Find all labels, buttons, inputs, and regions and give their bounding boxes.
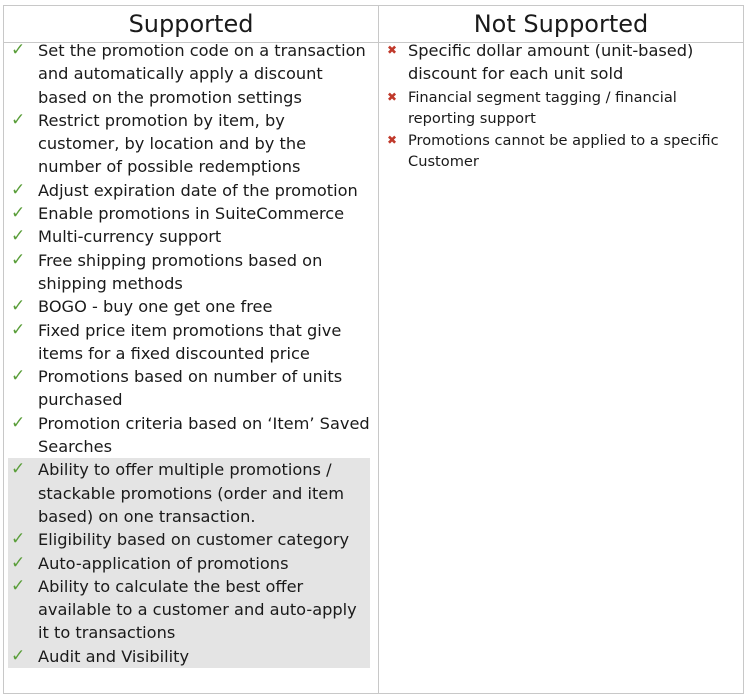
supported-item-text: Restrict promotion by item, by customer, by location and by the number of possible redemptions xyxy=(38,110,307,177)
supported-item-highlighted xyxy=(8,552,370,575)
check-icon: ✓ xyxy=(11,412,26,433)
supported-item xyxy=(8,225,370,248)
not-supported-list xyxy=(381,39,736,173)
supported-item-highlighted xyxy=(8,528,370,551)
supported-item xyxy=(8,412,370,459)
supported-item-text: BOGO - buy one get one free xyxy=(38,297,273,317)
header-row xyxy=(4,6,743,43)
not-supported-item-text: Financial segment tagging / financial reporting support xyxy=(408,88,677,127)
supported-list xyxy=(8,39,370,668)
supported-item-highlighted xyxy=(8,645,370,668)
supported-item-text: Ability to calculate the best offer available to a customer and auto-apply it to transactions xyxy=(38,576,357,643)
check-icon: ✓ xyxy=(11,249,26,270)
not-supported-item-text: Promotions cannot be applied to a specific Customer xyxy=(408,131,719,170)
supported-item-text: Adjust expiration date of the promotion xyxy=(38,180,358,200)
column-divider xyxy=(378,6,379,693)
check-icon: ✓ xyxy=(11,319,26,340)
supported-item-text: Promotion criteria based on ‘Item’ Saved Searches xyxy=(38,413,370,457)
supported-item xyxy=(8,179,370,202)
not-supported-item xyxy=(381,87,736,129)
not-supported-item xyxy=(381,130,736,172)
supported-item xyxy=(8,319,370,366)
supported-item-highlighted xyxy=(8,458,370,528)
supported-item-text: Fixed price item promotions that give items for a fixed discounted price xyxy=(38,320,342,363)
cross-icon: ✖ xyxy=(387,132,398,147)
supported-item xyxy=(8,109,370,179)
check-icon: ✓ xyxy=(11,296,26,317)
not-supported-item-text: Specific dollar amount (unit-based) discount for each unit sold xyxy=(408,41,694,84)
supported-item-text: Audit and Visibility xyxy=(38,646,190,666)
supported-item-highlighted xyxy=(8,575,370,645)
supported-item-text: Ability to offer multiple promotions / stackable promotions (order and item based) on one transaction. xyxy=(38,460,345,526)
check-icon: ✓ xyxy=(11,459,26,480)
supported-item xyxy=(8,249,370,296)
check-icon: ✓ xyxy=(11,529,26,550)
cross-icon: ✖ xyxy=(387,89,398,104)
supported-item-text: Auto-application of promotions xyxy=(38,553,289,573)
supported-header: Supported xyxy=(128,10,254,38)
supported-item-text: Free shipping promotions based on shipping methods xyxy=(38,250,323,293)
supported-item xyxy=(8,295,370,318)
supported-item xyxy=(8,202,370,225)
supported-item-text: Multi-currency support xyxy=(38,227,222,247)
supported-item-text: Enable promotions in SuiteCommerce xyxy=(38,204,345,224)
supported-item xyxy=(8,39,370,109)
check-icon: ✓ xyxy=(11,203,26,224)
supported-item xyxy=(8,365,370,412)
check-icon: ✓ xyxy=(11,109,26,130)
check-icon: ✓ xyxy=(11,552,26,573)
check-icon: ✓ xyxy=(11,645,26,666)
check-icon: ✓ xyxy=(11,179,26,200)
cross-icon: ✖ xyxy=(387,43,398,57)
check-icon: ✓ xyxy=(11,366,26,387)
not-supported-item xyxy=(381,39,736,86)
check-icon: ✓ xyxy=(11,575,26,596)
supported-item-text: Set the promotion code on a transaction and automatically apply a discount based on the promotion settings xyxy=(38,41,366,107)
check-icon: ✓ xyxy=(11,226,26,247)
supported-item-text: Promotions based on number of units purchased xyxy=(38,367,343,410)
check-icon: ✓ xyxy=(11,40,26,60)
not-supported-header: Not Supported xyxy=(473,10,649,38)
supported-item-text: Eligibility based on customer category xyxy=(38,530,350,550)
